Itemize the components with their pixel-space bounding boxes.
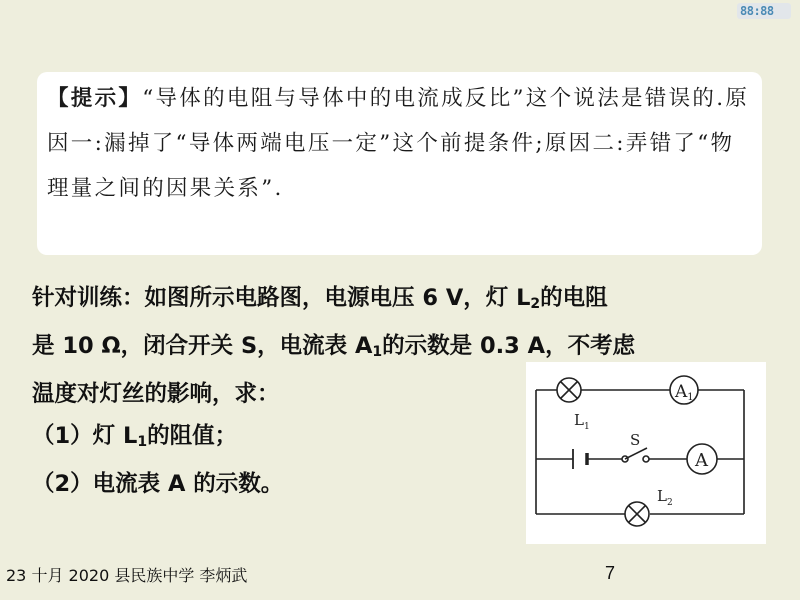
tip-paragraph bbox=[47, 76, 752, 211]
tip-label: 【提示】 bbox=[47, 86, 143, 111]
circuit-svg bbox=[526, 362, 766, 544]
question-2: （2）电流表 A 的示数。 bbox=[32, 471, 284, 497]
subscript: 1 bbox=[137, 434, 148, 450]
lamp-l1-label: $L_1$ bbox=[574, 411, 590, 432]
ammeter-a-label: A bbox=[695, 450, 708, 471]
exercise-text: 针对训练：如图所示电路图，电源电压 6 V，灯 L bbox=[32, 285, 531, 311]
exercise-text: 的示数是 0.3 A，不考虑 bbox=[382, 333, 636, 359]
subscript: 1 bbox=[372, 344, 383, 360]
question-text: 的阻值； bbox=[147, 423, 238, 449]
exercise-text: 是 10 Ω，闭合开关 S，电流表 A bbox=[32, 333, 373, 359]
subscript: 2 bbox=[530, 296, 541, 312]
exercise-line-3: 温度对灯丝的影响，求： bbox=[32, 381, 280, 407]
page-number: 7 bbox=[605, 563, 616, 583]
ammeter-a1-label: A1 bbox=[675, 382, 694, 403]
circuit-diagram bbox=[526, 362, 766, 544]
clock-badge: 88:88 bbox=[737, 3, 791, 19]
lamp-l2-label: $L_2$ bbox=[657, 487, 673, 508]
question-text: （1）灯 L bbox=[32, 423, 138, 449]
switch-contact bbox=[643, 456, 649, 462]
exercise-text: 的电阻 bbox=[540, 285, 608, 311]
switch-label: S bbox=[630, 431, 641, 449]
exercise-line-1 bbox=[32, 277, 772, 325]
footer-date-author: 23 十月 2020 县民族中学 李炳武 bbox=[6, 566, 248, 585]
tip-body: “导体的电阻与导体中的电流成反比”这个说法是错误的.原因一:漏掉了“导体两端电压一定”这个前提条件;原因二:弄错了“物理量之间的因果关系”. bbox=[47, 86, 750, 201]
